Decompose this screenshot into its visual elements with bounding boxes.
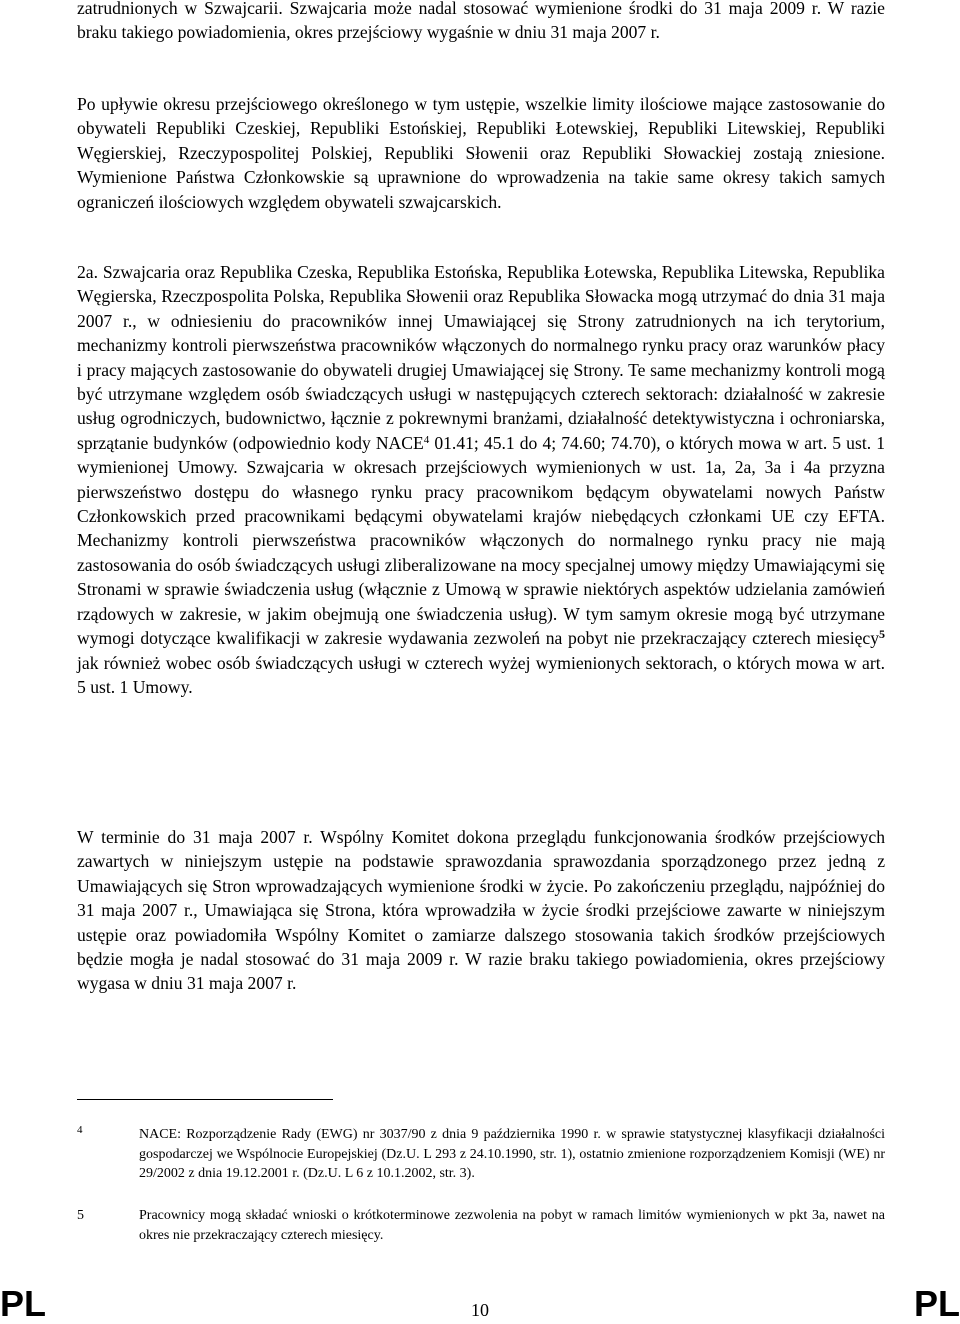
footnote-number: 4 [77, 1124, 83, 1136]
footnote-ref-5[interactable]: 5 [879, 627, 885, 642]
footnote-text: Pracownicy mogą składać wnioski o krótkoterminowe zezwolenia na pobyt w ramach limitów wymienionych w pkt 3a, nawet na okres nie przekraczający czterech miesięcy. [139, 1208, 885, 1243]
paragraph-transition-limits: Po upływie okresu przejściowego określonego w tym ustępie, wszelkie limity ilościowe mające zastosowanie do obywateli Republiki Czeskiej, Republiki Estońskiej, Republiki Łotewskiej, Republiki Litewskiej, Republiki Węgierskiej, Rzeczypospolitej Polskiej, Republiki Słowenii oraz Republiki Słowackiej zostają zniesione. Wymienione Państwa Członkowskie są uprawnione do wprowadzenia na takie same okresy takich samych ograniczeń ilościowych względem obywateli szwajcarskich. [77, 94, 885, 212]
language-code-left: PL [0, 1283, 47, 1324]
paragraph-2a-part-b: 01.41; 45.1 do 4; 74.60; 74.70), o których mowa w art. 5 ust. 1 wymienionej Umowy. Szwajcaria w okresach przejściowych wymienionych w ust. 1a, 2a, 3a i 4a przyzna pierwszeństwo dostępu do własnego rynku pracy pracownikom będącym obywatelami nowych Państw Członkowskich przed pracownikami będącymi obywatelami krajów niebędących członkami UE czy EFTA. Mechanizmy kontroli pierwszeństwa pracowników włączonych do normalnego rynku pracy nie mają zastosowania do osób świadczących usługi zliberalizowane na mocy specjalnej umowy między Umawiającymi się Stronami w sprawie świadczenia usług (włącznie z Umową w sprawie niektórych aspektów udzielania zamówień rządowych w zakresie, w jakim obejmują one świadczenia usług). W tym samym okresie mogą być utrzymane wymogi dotyczące kwalifikacji w zakresie wydawania zezwoleń na pobyt nie przekraczający czterech miesięcy [77, 432, 885, 649]
footnote-text: NACE: Rozporządzenie Rady (EWG) nr 3037/90 z dnia 9 października 1990 r. w sprawie statystycznej klasyfikacji działalności gospodarczej we Wspólnocie Europejskiej (Dz.U. L 293 z 24.10.1990, str. 1), ostatnio zmienione rozporządzeniem Komisji (WE) nr 29/2002 z dnia 19.12.2001 r. (Dz.U. L 6 z 10.1.2002, str. 3). [139, 1127, 885, 1182]
paragraph-2a [77, 260, 885, 699]
language-code-right: PL [913, 1283, 960, 1324]
footnote-ref-4[interactable]: 4 [423, 433, 430, 446]
paragraph-2a-part-a: 2a. Szwajcaria oraz Republika Czeska, Republika Estońska, Republika Łotewska, Republika Litewska, Republika Węgierska, Rzeczpospolita Polska, Republika Słowenii oraz Republika Słowacka mogą utrzymać do dnia 31 maja 2007 r., w odniesieniu do pracowników innej Umawiającej się Strony zatrudnionych na ich terytorium, mechanizmy kontroli pierwszeństwa pracowników włączonych do normalnego rynku pracy oraz warunków płacy i pracy mających zastosowanie do obywateli drugiej Umawiającej się Strony. Te same mechanizmy kontroli mogą być utrzymane względem osób świadczących usługi w następujących czterech sektorach: działalność w zakresie usług ogrodniczych, budownictwo, łącznie z pokrewnymi branżami, działalność detektywistyczna i ochroniarska, sprzątanie budynków (odpowiednio kody NACE [77, 262, 885, 453]
paragraph-continuation: zatrudnionych w Szwajcarii. Szwajcaria może nadal stosować wymienione środki do 31 maja 2009 r. W razie braku takiego powiadomienia, okres przejściowy wygaśnie w dniu 31 maja 2007 r. [77, 0, 885, 43]
footnote-number: 5 [77, 1208, 84, 1223]
paragraph-2a-part-c: jak również wobec osób świadczących usługi w czterech wyżej wymienionych sektorach, o których mowa w art. 5 ust. 1 Umowy. [77, 652, 885, 697]
page-number: 10 [471, 1300, 489, 1320]
footnote-separator [77, 1099, 333, 1100]
paragraph-review: W terminie do 31 maja 2007 r. Wspólny Komitet dokona przeglądu funkcjonowania środków przejściowych zawartych w niniejszym ustępie na podstawie sprawozdania sprawozdania sporządzonego przez jedną z Umawiających się Stron wprowadzających wymienione środki w życie. Po zakończeniu przeglądu, najpóźniej do 31 maja 2007 r., Umawiająca się Strona, która wprowadziła w życie środki przejściowe zawarte w niniejszym ustępie oraz powiadomiła Wspólny Komitet o zamiarze dalszego stosowania takich środków przejściowych będzie mogła je nadal stosować do 31 maja 2009 r. W razie braku takiego powiadomienia, okres przejściowy wygasa w dniu 31 maja 2007 r. [77, 827, 885, 994]
